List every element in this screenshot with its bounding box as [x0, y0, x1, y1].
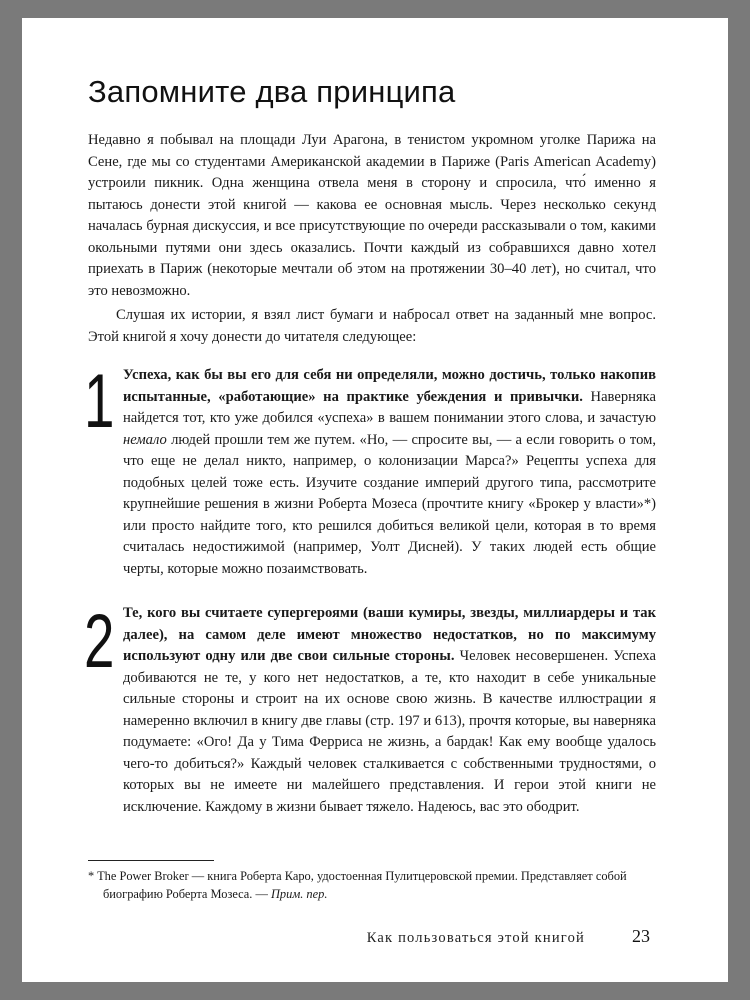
footnote-translator-note: Прим. пер.: [270, 886, 328, 901]
principle-2-bold-statement: Те, кого вы считаете супергероями (ваши кумиры, звезды, миллиардеры и так далее), на самом деле имеют множество недостатков, но по максимуму используют одну или две свои сильные стороны.: [123, 605, 656, 664]
footnote: [88, 868, 651, 903]
principle-1-paragraph: [123, 365, 656, 580]
page-number: 23: [632, 926, 650, 946]
section-heading: Запомните два принципа: [88, 74, 456, 109]
principle-1-number: 1: [84, 359, 115, 444]
principle-1-text-start: Наверняка найдется тот, кто уже добился «успеха» в вашем понимании этого слова, и зачастую: [123, 388, 656, 426]
footnote-text: The Power Broker — книга Роберта Каро, удостоенная Пулитцеровской премии. Представляет собой биографию Роберта Мозеса. —: [97, 869, 627, 901]
footnote-marker: *: [88, 869, 98, 883]
footnote-divider: [88, 860, 214, 861]
principle-2-text: Человек несовершенен. Успеха добиваются не те, у кого нет недостатков, а те, кто находит в себе уникальные сильные стороны и строит на их основе свою жизнь. В качестве иллюстрации я намеренно включил в книгу две главы (стр. 197 и 613), прочтя которые, вы наверняка подумаете: «Ого! Да у Тима Ферриса не жизнь, а бардак! Как ему вообще удалось чего-то добиться?» Каждый человек сталкивается с собственными трудностями, о которых вы не имеете ни малейшего представления. И герои этой книги не исключение. Каждому в жизни бывает тяжело. Надеюсь, вас это ободрит.: [123, 648, 656, 815]
principle-2-number: 2: [84, 599, 115, 684]
intro-paragraph-2: Слушая их истории, я взял лист бумаги и набросал ответ на заданный мне вопрос. Этой книгой я хочу донести до читателя следующее:: [88, 307, 656, 345]
book-page: [22, 18, 728, 982]
intro-paragraph-1: Недавно я побывал на площади Луи Арагона, в тенистом укромном уголке Парижа на Сене, где мы со студентами Американской академии в Париже (Paris American Academy) устроили пикник. Одна женщина отвела меня в сторону и спросила, что́ именно я пытаюсь донести этой книгой — какова ее основная мысль. Через несколько секунд началась бурная дискуссия, и все присутствующие по очереди рассказывали о том, какими окольными путями они здесь оказались. Почти каждый из собравшихся давно хотел приехать в Париж (некоторые мечтали об этом на протяжении 30–40 лет), но считал, что это невозможно.: [88, 132, 656, 299]
principle-1-text-end: людей прошли тем же путем. «Но, — спросите вы, — а если говорить о том, что еще не делал никто, например, о колонизации Марса?» Рецепты успеха для подобных целей тоже есть. Изучите создание империй другого типа, рассмотрите крупнейшие решения в жизни Роберта Мозеса (прочтите книгу «Брокер у власти»*) или просто найдите того, кто решился добиться великой цели, которая в то время считалась недостижимой (например, Уолт Дисней). У таких людей есть общие черты, которые можно позаимствовать.: [123, 431, 656, 577]
principle-1-emphasis: немало: [123, 431, 167, 448]
principle-2-paragraph: [123, 603, 656, 818]
running-title: Как пользоваться этой книгой: [366, 930, 585, 946]
principle-1-bold-statement: Успеха, как бы вы его для себя ни определяли, можно достичь, только накопив испытанные, «работающие» на практике убеждения и привычки.: [123, 367, 656, 405]
